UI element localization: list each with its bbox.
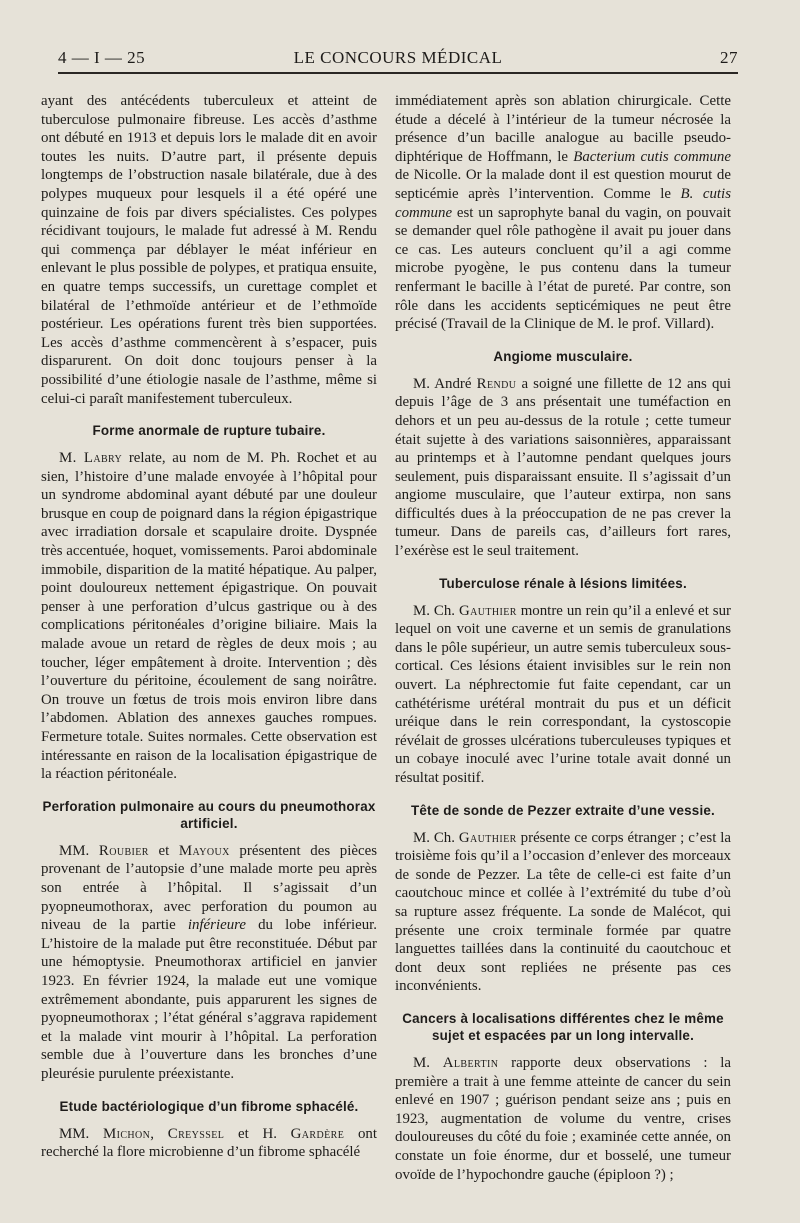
section-heading-rupture-tubaire: Forme anormale de rupture tubaire. <box>92 423 326 439</box>
author-name: Rendu <box>476 375 517 392</box>
section-heading-perforation-pulmonaire: Perforation pulmonaire au cours du pneumothorax artificiel. <box>42 798 376 831</box>
right-column <box>395 92 731 1184</box>
left-column <box>41 92 377 1162</box>
emphasis-text: inférieure <box>187 917 246 934</box>
fibrome-continuation-paragraph <box>395 92 731 334</box>
paragraph-text: ont recherché la flore microbienne d’un fibrome sphacélé <box>41 1125 377 1161</box>
paragraph-text: MM. <box>59 842 99 859</box>
author-name: Michon <box>102 1125 151 1142</box>
paragraph-text: du lobe inférieur. L’histoire de la malade put être reconstituée. Début par une hémoptysie. Pneumothorax artificiel en janvier 1923. En février 1924, la malade eut une vomique extrêmement abondante, puis apparurent les signes de pyopneumothorax ; l’état général s’aggrava rapidement et la malade vint mourir à l’hôpital. La perforation semble due à l’ouverture dans les bronches d’une pleurésie purulente préexistante. <box>41 917 378 1082</box>
paragraph-text: a soigné une fillette de 12 ans qui depuis l’âge de 3 ans présentait une tuméfaction en dehors et un peu au-dessus de la rotule ; cette tumeur était sujette à des variations saisonnières, apparaissant au printemps et à l’automne pendant quelques jours seulement, puis disparaissant ensuite. Il s’agissait d’un angiome musculaire, que l’auteur extirpa, non sans difficultés dues à la préoccupation de ne pas crever la tumeur. Dans de pareils cas, d’ailleurs fort rares, l’exérèse est le seul traitement. <box>395 375 731 560</box>
paragraph-text: présentent des pièces provenant de l’autopsie d’une malade morte peu après son entrée à l’hôpital. Il s’agissait d’un pyopneumothorax, avec perforation du poumon au niveau de la partie <box>41 842 377 934</box>
emphasis-text: Bacterium cutis commune <box>573 148 731 165</box>
page-header <box>58 44 738 74</box>
paragraph-text: , <box>150 1125 168 1142</box>
cancers-paragraph <box>395 1054 731 1184</box>
paragraph-text: M. <box>413 1054 443 1071</box>
paragraph-text: relate, au nom de M. Ph. Rochet et au sien, l’histoire d’une malade envoyée à l’hôpital pour un syndrome abdominal ayant débuté par une douleur brusque en coup de poignard dans la région épigastrique avec irradiation dorsale et scapulaire droite. Dyspnée très accentuée, hoquet, vomissements. Paroi abdominale immobile, disparition de la matité hépatique. Au palper, point douloureux nettement épigastrique. On pouvait penser à une perforation d’ulcus gastrique ou à des complications péritonéales d’origine biliaire. Mais la malade avoue un retard de règles de deux mois ; au toucher, léger empâtement à droite. Intervention ; dès l’ouverture du péritoine, écoulement de sang noirâtre. On trouve un fœtus de trois mois environ libre dans l’abdomen. Ablation des annexes gauches rompues. Fermeture totale. Suites normales. Cette observation est intéressante en raison de la localisation épigastrique de la réaction péritonéale. <box>41 450 377 783</box>
paragraph-text: présente ce corps étranger ; c’est la troisième fois qu’il a l’occasion d’enlever des morceaux de sonde de Pezzer. La tête de celle-ci est faite d’un caoutchouc mince et collée à l’extrémité du tube d’où sa rupture assez fréquente. La sonde de Malécot, qui présente une croix terminale formée par quatre languettes taillées dans la continuité du caoutchouc et dont deux sont repliées ne présente pas ces inconvénients. <box>395 829 732 995</box>
paragraph-text: M. Ch. <box>413 829 459 846</box>
paragraph-text: M. André <box>413 375 477 392</box>
asthma-continuation-paragraph: ayant des antécédents tuberculeux et atteint de tuberculose pulmonaire fibreuse. Les accès d’asthme ont débuté en 1913 et depuis lors le malade dit en avoir toutes les nuits. D’autre part, il présente depuis longtemps de l’obstruction nasale bilatérale, due à des polypes muqueux pour lesquels il a été opéré une quinzaine de fois par divers spécialistes. Ces polypes récidivant toujours, le malade fut adressé à M. Rendu qui commença par déblayer le méat inférieur en enlevant le plus possible de polypes, et pratiqua ensuite, en quatre temps successifs, un curettage complet et bilatéral de l’ethmoïde antérieur et de l’ethmoïde postérieur. Les opérations furent très bien supportées. Les accès d’asthme commencèrent à s’espacer, puis disparurent. On doit donc toujours penser à la possibilité d’une étiologie nasale de l’asthme, même si celui-ci paraît manifestement tuberculeux. <box>41 93 377 407</box>
fibrome-sphacele-paragraph <box>41 1125 377 1162</box>
perforation-pulmonaire-paragraph <box>41 842 377 1084</box>
page-number: 27 <box>720 48 738 67</box>
author-name: Creyssel <box>167 1125 225 1142</box>
section-heading-angiome: Angiome musculaire. <box>493 348 633 364</box>
author-name: Gardère <box>290 1125 345 1142</box>
paragraph-text: de Nicolle. Or la malade dont il est question mourut de septicémie après l’intervention. Comme le <box>395 167 731 202</box>
emphasis-text: B. cutis commune <box>395 185 731 221</box>
section-heading-tuberculose-renale: Tuberculose rénale à lésions limitées. <box>439 575 687 591</box>
section-heading-cancers: Cancers à localisations différentes chez le même sujet et espacées par un long intervalle. <box>402 1010 724 1043</box>
author-name: M. Labry <box>59 450 123 467</box>
rupture-tubaire-paragraph <box>41 449 377 784</box>
author-name: Albertin <box>442 1054 499 1071</box>
section-heading-fibrome-sphacele: Etude bactériologique d’un fibrome sphacélé. <box>59 1098 359 1114</box>
paragraph-text: MM. <box>59 1125 103 1142</box>
paragraph-text: est un saprophyte banal du vagin, on pouvait se demander quel rôle pathogène il avait pu jouer dans ce cas. Les auteurs concluent qu’il a agi comme microbe pyogène, le pus contenu dans la tumeur renfermant le bacille à l’état de pureté. Par contre, son rôle dans les accidents septicémiques ne peut être précisé (Travail de la Clinique de M. le prof. Villard). <box>395 204 731 333</box>
paragraph-text: montre un rein qu’il a enlevé et sur lequel on voit une caverne et un semis de granulations dans le pôle supérieur, un autre semis tuberculeux sous-cortical. Ces lésions étaient invisibles sur le rein non ouvert. La néphrectomie fut faite cependant, car un cathétérisme urétéral montrait du pus et un déficit uréique dans le rein correspondant, la cystoscopie révélait de grosses ulcérations tuberculeuses typiques et un cobaye inoculé avec l’urine totale avait donné un résultat positif. <box>395 602 731 786</box>
tuberculose-renale-paragraph <box>395 602 731 788</box>
author-name: Roubier <box>98 842 149 859</box>
paragraph-text: immédiatement après son ablation chirurgicale. Cette étude a décelé à l’intérieur de la tumeur nécrosée la présence d’un bacille analogue au bacille pseudo-diphtérique de Hoffmann, le <box>395 93 731 165</box>
author-name: Gauthier <box>458 602 517 619</box>
author-name: Mayoux <box>178 842 230 859</box>
paragraph-text: et <box>148 842 179 859</box>
issue-date: 4 — I — 25 <box>58 48 146 67</box>
author-name: Gauthier <box>458 829 517 846</box>
section-heading-sonde-pezzer: Tête de sonde de Pezzer extraite d’une vessie. <box>411 802 715 818</box>
sonde-pezzer-paragraph <box>395 829 731 996</box>
paragraph-text: et H. <box>224 1125 291 1142</box>
journal-title: LE CONCOURS MÉDICAL <box>293 48 503 67</box>
paragraph-text: M. Ch. <box>413 602 459 619</box>
angiome-paragraph <box>395 375 731 561</box>
paragraph-text: rapporte deux observations : la première a trait à une femme atteinte de cancer du sein enlevé en 1907 ; guérison pendant seize ans ; puis en 1923, augmentation de volume du ventre, crises douloureuses du côté du foie ; examinée cette année, on constate un foie énorme, dur et bosselé, une tumeur ovoïde de l’hypochondre gauche (épiploon ?) ; <box>395 1054 732 1183</box>
